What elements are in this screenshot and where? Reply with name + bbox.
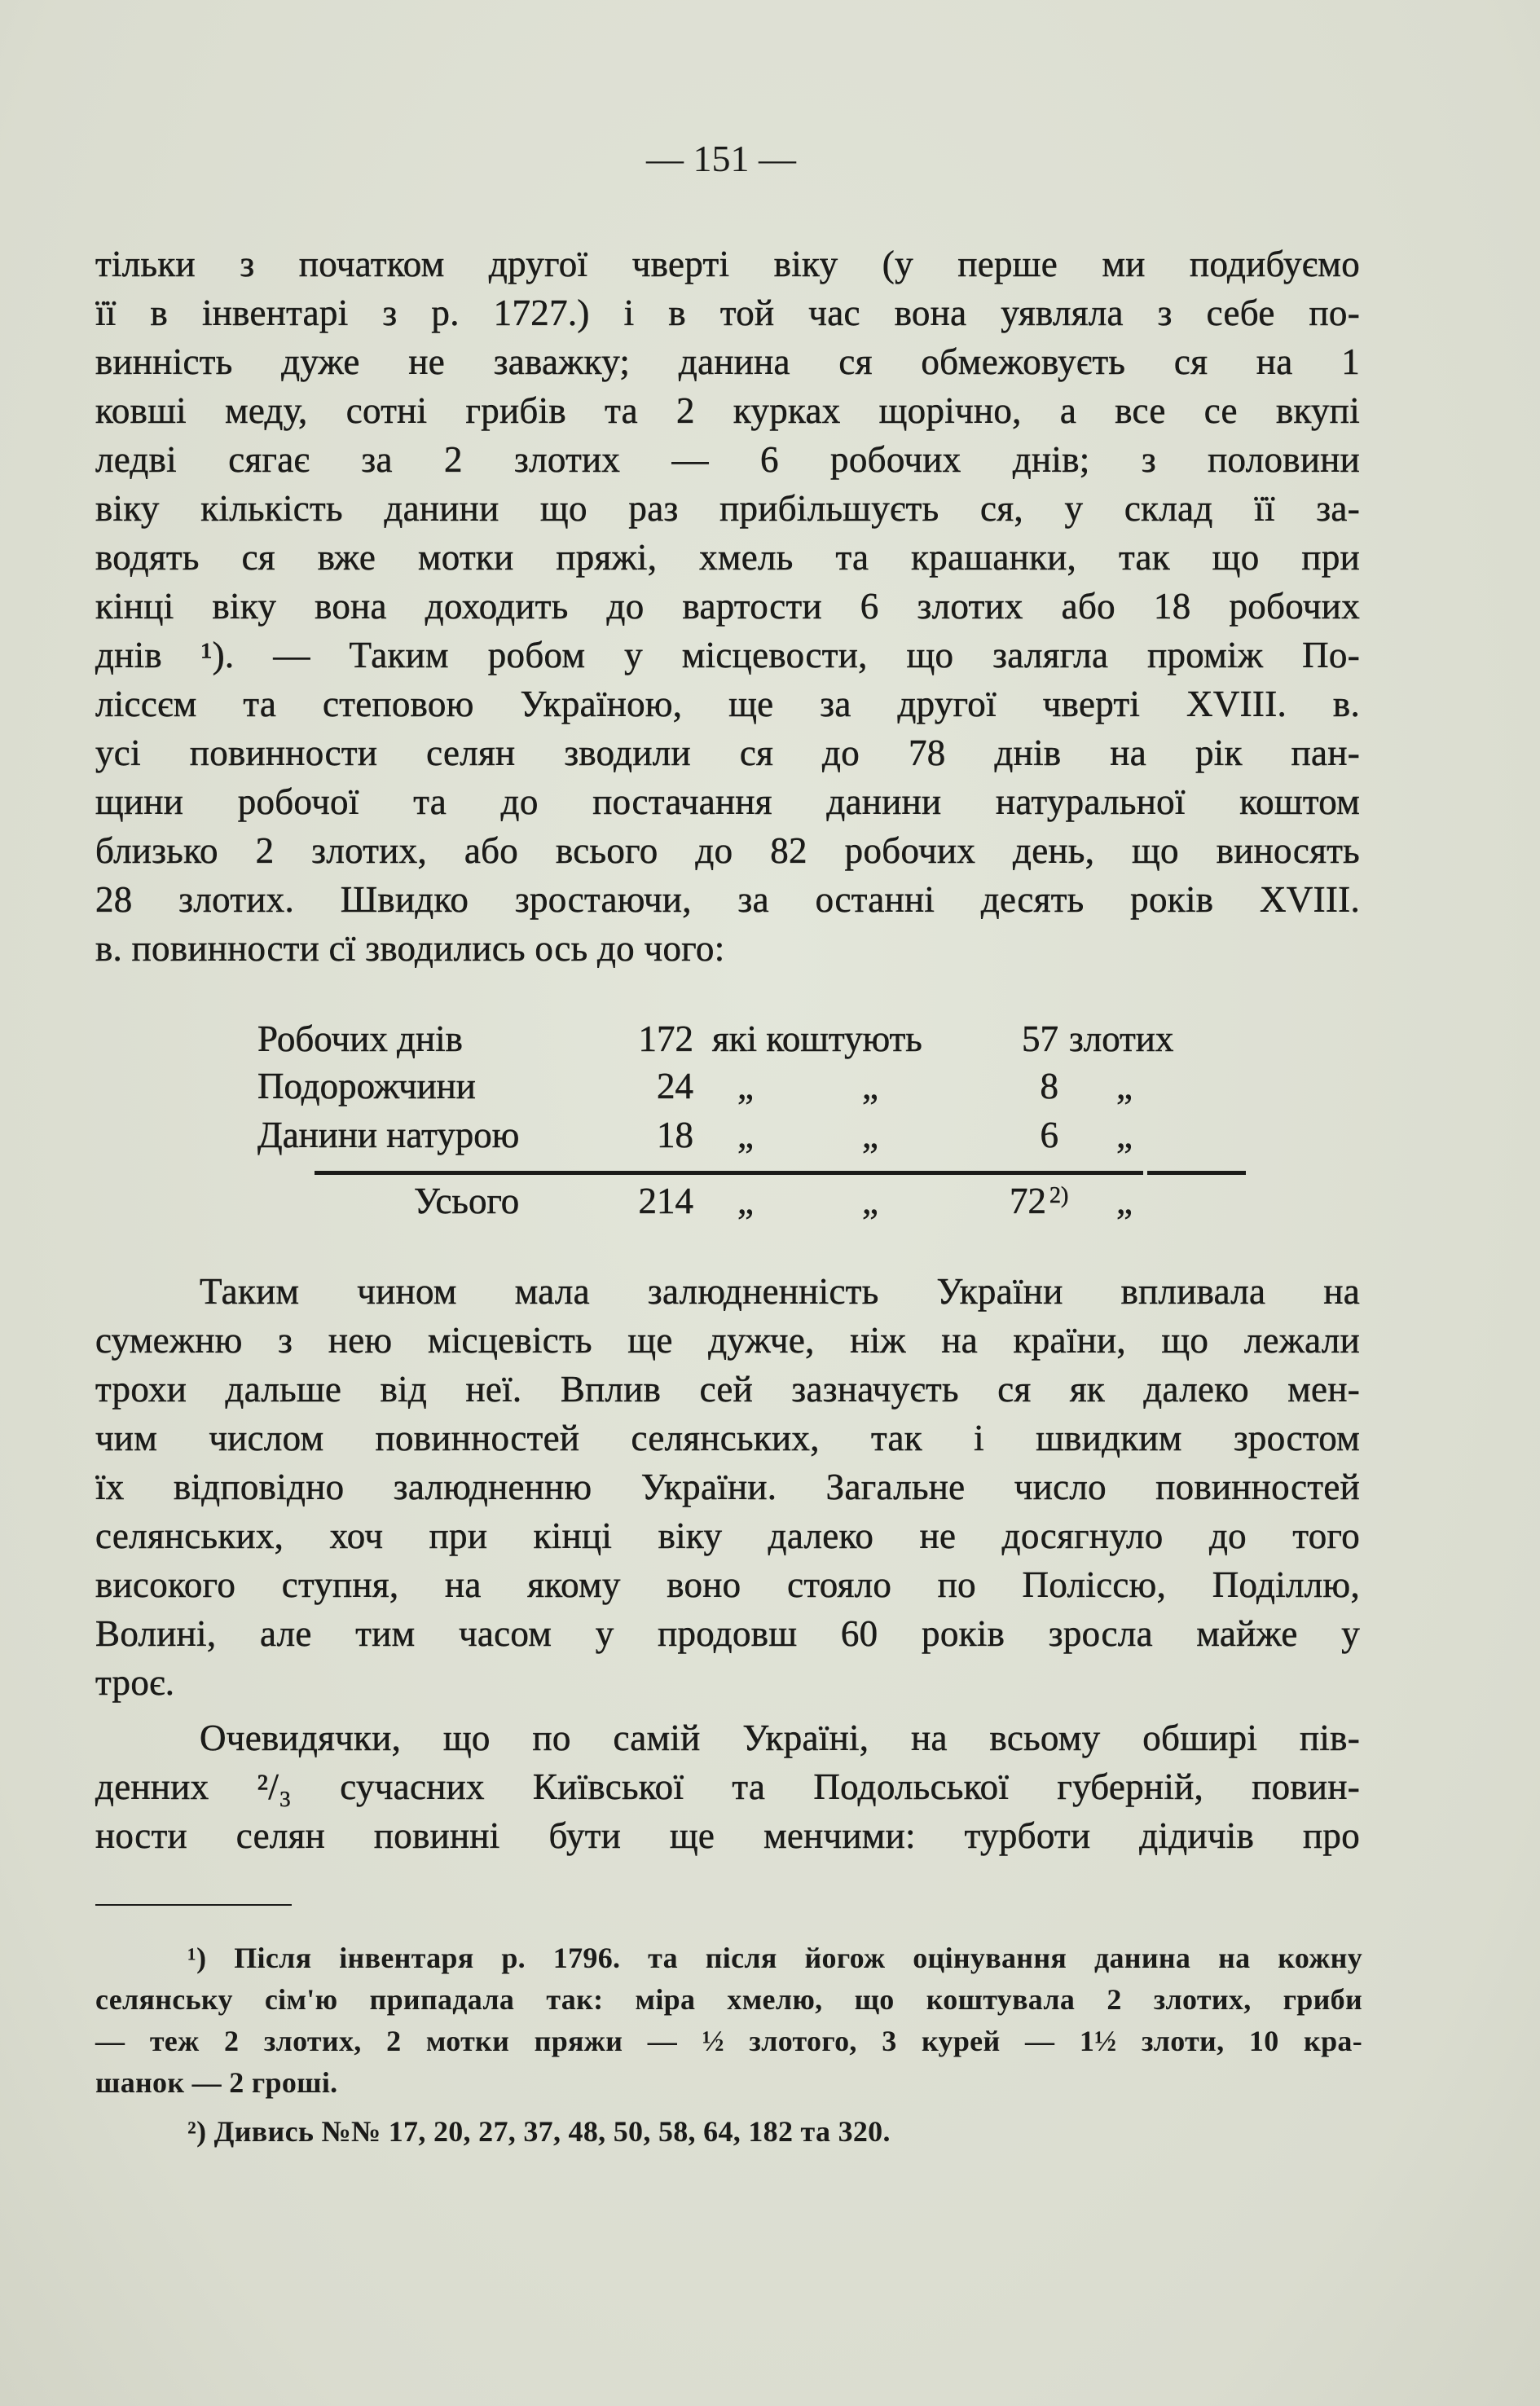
row-zloty: 6 <box>1040 1115 1058 1155</box>
text-line: віку кількість данини що раз прибільшуєть ся, у склад її за- <box>95 488 1360 529</box>
ditto-mark: „ <box>737 1066 754 1106</box>
text-line: ледві сягає за 2 злотих — 6 робочих днів; з половини <box>95 439 1360 480</box>
total-zloty: 72 <box>1010 1181 1046 1221</box>
text-line: ковші меду, сотні грибів та 2 курках щорічно, а все се вкупі <box>95 390 1360 431</box>
footnote-line: селянську сім'ю припадала так: міра хмелю, що коштувала 2 злотих, гриби <box>95 1983 1362 2016</box>
footnote-line: ²) Дивись №№ 17, 20, 27, 37, 48, 50, 58, 64, 182 та 320. <box>187 2115 891 2148</box>
row-label: Робочих днів <box>257 1018 463 1059</box>
paragraph-2 <box>95 1267 1360 1707</box>
total-label: Усього <box>414 1181 520 1221</box>
row-label: Данини натурою <box>257 1115 520 1155</box>
footnote-separator <box>95 1904 292 1906</box>
ditto-mark: „ <box>862 1066 878 1106</box>
row-days: 18 <box>657 1115 693 1155</box>
total-days: 214 <box>638 1181 693 1221</box>
text-line: близько 2 злотих, або всього до 82 робочих день, що виносять <box>95 830 1360 871</box>
footnotes <box>95 1938 1362 2153</box>
text-line: усі повинности селян зводили ся до 78 днів на рік пан- <box>95 732 1360 773</box>
ditto-mark: „ <box>862 1181 878 1221</box>
text-line: Волині, але тим часом у продовш 60 років зросла майже у <box>95 1613 1360 1654</box>
text-line: в. повинности сї зводились ось до чого: <box>95 928 725 969</box>
text-line: ности селян повинні бути ще менчими: турботи дідичів про <box>95 1815 1360 1856</box>
footnote-line: — теж 2 злотих, 2 мотки пряжи — ½ злотого, 3 курей — 1½ злоти, 10 кра- <box>95 2025 1362 2057</box>
text-line: сумежню з нею місцевість ще дужче, ніж на країни, що лежали <box>95 1320 1360 1361</box>
text-line: її в інвентарі з р. 1727.) і в той час вона уявляла з себе по- <box>95 293 1360 333</box>
row-days: 172 <box>638 1018 693 1059</box>
table-total-rule <box>1147 1171 1246 1175</box>
footnote-line: ¹) Після інвентаря р. 1796. та після йогож оцінування данина на кожну <box>187 1942 1362 1974</box>
ditto-mark: „ <box>1116 1115 1133 1155</box>
footnote-ref: 2) <box>1049 1183 1069 1208</box>
ditto-mark: „ <box>1116 1181 1133 1221</box>
text-line: Таким чином мала залюдненність України впливала на <box>200 1271 1360 1312</box>
row-zloty: 57 <box>1022 1018 1058 1059</box>
table-total-rule <box>315 1171 1143 1175</box>
row-unit: злотих <box>1069 1018 1174 1059</box>
text-line: кінці віку вона доходить до вартости 6 злотих або 18 робочих <box>95 586 1360 627</box>
ditto-mark: „ <box>737 1181 754 1221</box>
text-line: 28 злотих. Швидко зростаючи, за останні десять років XVIII. <box>95 879 1360 920</box>
text-line: денних ²/₃ сучасних Київської та Подольської губерній, повин- <box>95 1766 1360 1807</box>
row-days: 24 <box>657 1066 693 1106</box>
page-number: — 151 — <box>646 138 796 179</box>
text-line: трохи дальше від неї. Вплив сей зазначуєть ся як далеко мен- <box>95 1369 1360 1410</box>
ditto-mark: „ <box>737 1115 754 1155</box>
footnote-line: шанок — 2 гроші. <box>95 2066 338 2099</box>
text-line: днів ¹). — Таким робом у місцевости, що залягла проміж По- <box>95 635 1360 675</box>
ditto-mark: „ <box>862 1115 878 1155</box>
text-line: високого ступня, на якому воно стояло по Поліссю, Поділлю, <box>95 1564 1360 1605</box>
row-zloty: 8 <box>1040 1066 1058 1106</box>
paragraph-3 <box>95 1713 1360 1860</box>
row-label: Подорожчини <box>257 1066 476 1106</box>
text-line: Очевидячки, що по самій Україні, на всьому обширі пів- <box>200 1718 1360 1758</box>
text-line: селянських, хоч при кінці віку далеко не досягнуло до того <box>95 1515 1360 1556</box>
text-line: чим числом повинностей селянських, так і швидким зростом <box>95 1418 1360 1458</box>
row-mid: які коштують <box>712 1018 922 1059</box>
text-line: їх відповідно залюдненню України. Загальне число повинностей <box>95 1467 1360 1507</box>
text-line: водять ся вже мотки пряжі, хмель та крашанки, так що при <box>95 537 1360 578</box>
ditto-mark: „ <box>1116 1066 1133 1106</box>
paragraph-1 <box>95 240 1360 973</box>
text-line: троє. <box>95 1662 175 1703</box>
text-line: винність дуже не заважку; данина ся обмежовуєть ся на 1 <box>95 341 1360 382</box>
text-line: тільки з початком другої чверті віку (у перше ми подибуємо <box>95 244 1360 284</box>
text-line: щини робочої та до постачання данини натуральної коштом <box>95 781 1360 822</box>
text-line: ліссєм та степовою Україною, ще за другої чверті XVIII. в. <box>95 684 1360 724</box>
